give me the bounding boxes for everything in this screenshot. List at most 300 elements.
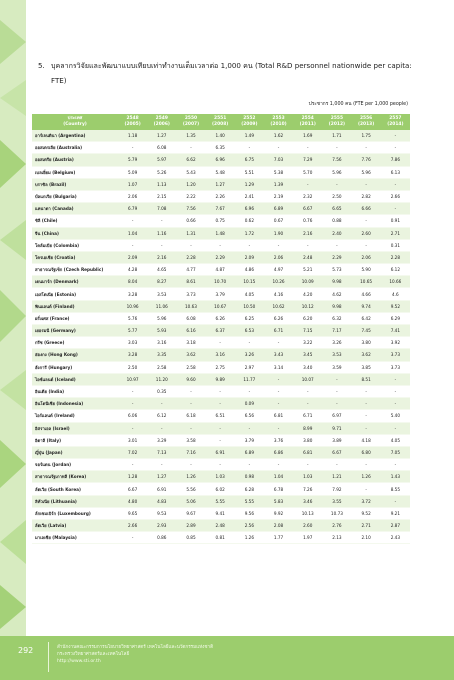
value-cell: 7.05 <box>381 446 410 458</box>
value-cell: - <box>381 422 410 434</box>
sidebar-triangle-icon <box>0 440 26 488</box>
value-cell: - <box>381 385 410 397</box>
value-cell: - <box>176 385 205 397</box>
value-cell: 2.66 <box>118 520 147 532</box>
sidebar-triangle-icon <box>0 20 26 64</box>
table-row <box>32 446 410 458</box>
value-cell: - <box>264 385 293 397</box>
value-cell: 6.12 <box>381 264 410 276</box>
table-row <box>32 142 410 154</box>
year-th: 2549 <box>155 116 168 121</box>
country-cell: เบลเยี่ยม (Belgium) <box>32 166 118 178</box>
value-cell: - <box>206 239 235 251</box>
value-cell: 3.43 <box>264 349 293 361</box>
value-cell: - <box>381 459 410 471</box>
value-cell: 6.08 <box>176 312 205 324</box>
value-cell: - <box>381 398 410 410</box>
value-cell: 4.83 <box>147 495 176 507</box>
value-cell: 3.85 <box>352 361 381 373</box>
value-cell: - <box>118 239 147 251</box>
value-cell: 1.26 <box>235 532 264 544</box>
column-header-year <box>264 114 293 130</box>
value-cell: - <box>118 398 147 410</box>
value-cell: - <box>264 142 293 154</box>
table-row <box>32 410 410 422</box>
value-cell: 6.32 <box>322 312 351 324</box>
section-title: บุคลากรวิจัยและพัฒนาแบบเทียบเท่าทำงานเต็มเวลาต่อ 1,000 คน (Total R&D personnel nationwide per capita: FTE) <box>51 61 412 85</box>
value-cell: 9.52 <box>381 300 410 312</box>
value-cell: 3.72 <box>352 495 381 507</box>
table-row <box>32 227 410 239</box>
table-row <box>32 349 410 361</box>
value-cell: 4.05 <box>381 434 410 446</box>
value-cell: 1.69 <box>293 130 322 142</box>
value-cell: 6.13 <box>381 166 410 178</box>
value-cell: - <box>352 215 381 227</box>
table-header-row <box>32 114 410 130</box>
table-body <box>32 130 410 544</box>
value-cell: 6.96 <box>235 203 264 215</box>
value-cell: 6.67 <box>293 203 322 215</box>
value-cell: 5.97 <box>147 154 176 166</box>
value-cell: - <box>264 373 293 385</box>
value-cell: - <box>352 178 381 190</box>
year-th: 2554 <box>301 116 314 121</box>
value-cell: 3.53 <box>147 288 176 300</box>
value-cell: 8.51 <box>352 373 381 385</box>
country-cell: แคนาดา (Canada) <box>32 203 118 215</box>
value-cell: 6.12 <box>147 410 176 422</box>
value-cell: 8.04 <box>118 276 147 288</box>
value-cell: 10.12 <box>293 300 322 312</box>
value-cell: 10.97 <box>118 373 147 385</box>
country-cell: ญี่ปุ่น (Japan) <box>32 446 118 458</box>
footer-ministry: กระทรวงวิทยาศาสตร์และเทคโนโลยี <box>57 652 130 657</box>
value-cell: - <box>322 239 351 251</box>
value-cell: 10.67 <box>206 300 235 312</box>
value-cell: 1.03 <box>293 471 322 483</box>
table-row <box>32 422 410 434</box>
value-cell: 10.66 <box>381 276 410 288</box>
value-cell: 1.20 <box>176 178 205 190</box>
year-en: (2007) <box>182 122 200 127</box>
value-cell: 0.81 <box>206 532 235 544</box>
value-cell: - <box>293 142 322 154</box>
value-cell: 1.29 <box>235 178 264 190</box>
value-cell: - <box>352 483 381 495</box>
country-cell: เดนมาร์ก (Denmark) <box>32 276 118 288</box>
value-cell: - <box>206 459 235 471</box>
value-cell: - <box>235 239 264 251</box>
value-cell: 2.16 <box>147 251 176 263</box>
value-cell: 6.71 <box>264 325 293 337</box>
value-cell: 6.81 <box>293 446 322 458</box>
value-cell: 1.27 <box>147 130 176 142</box>
value-cell: 3.16 <box>147 337 176 349</box>
value-cell: 2.15 <box>147 190 176 202</box>
value-cell: - <box>322 385 351 397</box>
country-cell: อินเดีย (India) <box>32 385 118 397</box>
value-cell: - <box>264 422 293 434</box>
value-cell: 10.65 <box>352 276 381 288</box>
year-th: 2557 <box>389 116 402 121</box>
value-cell: - <box>322 373 351 385</box>
value-cell: 6.81 <box>264 410 293 422</box>
value-cell: 3.26 <box>235 349 264 361</box>
value-cell: - <box>264 337 293 349</box>
value-cell: - <box>235 459 264 471</box>
value-cell: 9.60 <box>176 373 205 385</box>
value-cell: - <box>381 178 410 190</box>
value-cell: 7.29 <box>293 154 322 166</box>
value-cell: 6.80 <box>352 446 381 458</box>
country-cell: ไอซ์แลนด์ (Iceland) <box>32 373 118 385</box>
value-cell: 6.62 <box>176 154 205 166</box>
value-cell: - <box>322 459 351 471</box>
value-cell: 2.60 <box>352 227 381 239</box>
value-cell: 0.88 <box>322 215 351 227</box>
value-cell: 9.21 <box>381 507 410 519</box>
value-cell: 7.92 <box>322 483 351 495</box>
value-cell: 3.80 <box>293 434 322 446</box>
value-cell: 0.98 <box>235 471 264 483</box>
value-cell: 2.82 <box>352 190 381 202</box>
sidebar-triangle-icon <box>0 520 26 564</box>
country-cell: ฮังการี (Hungary) <box>32 361 118 373</box>
country-cell: อาร์เจนตินา (Argentina) <box>32 130 118 142</box>
value-cell: 6.97 <box>322 410 351 422</box>
value-cell: - <box>322 178 351 190</box>
table-row <box>32 471 410 483</box>
value-cell: 0.35 <box>147 385 176 397</box>
table-row <box>32 495 410 507</box>
column-header-year <box>322 114 351 130</box>
value-cell: 1.90 <box>264 227 293 239</box>
value-cell: 6.67 <box>322 446 351 458</box>
value-cell: 7.08 <box>147 203 176 215</box>
value-cell: 10.63 <box>176 300 205 312</box>
value-cell: 3.73 <box>381 349 410 361</box>
value-cell: 7.45 <box>352 325 381 337</box>
value-cell: 6.89 <box>264 203 293 215</box>
value-cell: 6.66 <box>352 203 381 215</box>
value-cell: 7.67 <box>206 203 235 215</box>
value-cell: 0.75 <box>206 215 235 227</box>
value-cell: 5.26 <box>147 166 176 178</box>
year-th: 2555 <box>330 116 344 121</box>
sidebar-triangle-icon <box>0 220 26 260</box>
country-cell: บัลแกเรีย (Bulgaria) <box>32 190 118 202</box>
value-cell: 4.97 <box>264 264 293 276</box>
value-cell: - <box>293 459 322 471</box>
value-cell: 3.29 <box>147 434 176 446</box>
value-cell: 6.42 <box>352 312 381 324</box>
table-row <box>32 251 410 263</box>
country-cell: จีน (China) <box>32 227 118 239</box>
value-cell: 4.16 <box>264 288 293 300</box>
value-cell: 3.53 <box>322 349 351 361</box>
table-row <box>32 337 410 349</box>
value-cell: 1.62 <box>264 130 293 142</box>
value-cell: 3.79 <box>235 434 264 446</box>
country-cell: มาเลเซีย (Malaysia) <box>32 532 118 544</box>
year-en: (2009) <box>241 122 258 127</box>
sidebar-triangle-icon <box>0 585 26 629</box>
value-cell: 11.20 <box>147 373 176 385</box>
year-en: (2011) <box>299 122 316 127</box>
value-cell: 7.16 <box>176 446 205 458</box>
table-row <box>32 325 410 337</box>
value-cell: 6.35 <box>206 142 235 154</box>
value-cell: 9.71 <box>322 422 351 434</box>
value-cell: 6.08 <box>147 142 176 154</box>
value-cell: 6.75 <box>235 154 264 166</box>
sidebar-triangle-icon <box>0 370 26 410</box>
value-cell: 4.28 <box>118 264 147 276</box>
value-cell: - <box>381 203 410 215</box>
value-cell: 0.67 <box>264 215 293 227</box>
value-cell: - <box>381 495 410 507</box>
value-cell: 2.43 <box>381 532 410 544</box>
table-row <box>32 215 410 227</box>
value-cell: 4.05 <box>235 288 264 300</box>
value-cell: 1.26 <box>352 471 381 483</box>
value-cell: - <box>147 398 176 410</box>
value-cell: 3.14 <box>264 361 293 373</box>
value-cell: 1.28 <box>118 471 147 483</box>
value-cell: 1.49 <box>235 130 264 142</box>
value-cell: - <box>322 398 351 410</box>
country-cell: ชิลี (Chile) <box>32 215 118 227</box>
table-row <box>32 361 410 373</box>
value-cell: 0.85 <box>176 532 205 544</box>
value-cell: 5.09 <box>118 166 147 178</box>
country-cell: ฟินแลนด์ (Finland) <box>32 300 118 312</box>
value-cell: 7.17 <box>322 325 351 337</box>
table-row <box>32 312 410 324</box>
column-header-year <box>352 114 381 130</box>
value-cell: 4.86 <box>235 264 264 276</box>
country-cell: ออสเตรเลีย (Australia) <box>32 142 118 154</box>
country-cell: ฮ่องกง (Hong Kong) <box>32 349 118 361</box>
value-cell: 9.74 <box>352 300 381 312</box>
value-cell: 6.53 <box>235 325 264 337</box>
value-cell: 10.13 <box>293 507 322 519</box>
value-cell: 1.07 <box>118 178 147 190</box>
value-cell: 2.87 <box>381 520 410 532</box>
table-row <box>32 300 410 312</box>
column-header-year <box>176 114 205 130</box>
year-en: (2012) <box>328 122 346 127</box>
table-row <box>32 178 410 190</box>
value-cell: 10.62 <box>264 300 293 312</box>
value-cell: 4.80 <box>118 495 147 507</box>
column-header-year <box>206 114 235 130</box>
value-cell: - <box>264 459 293 471</box>
country-cell: ฝรั่งเศส (France) <box>32 312 118 324</box>
country-cell: สาธารณรัฐเช็ก (Czech Republic) <box>32 264 118 276</box>
value-cell: - <box>118 385 147 397</box>
value-cell: 2.26 <box>206 190 235 202</box>
value-cell: 3.03 <box>118 337 147 349</box>
value-cell: - <box>176 459 205 471</box>
country-cell: ไอร์แลนด์ (Ireland) <box>32 410 118 422</box>
value-cell: 5.76 <box>118 312 147 324</box>
value-cell: 2.06 <box>264 251 293 263</box>
value-cell: 10.70 <box>206 276 235 288</box>
value-cell: 2.75 <box>206 361 235 373</box>
value-cell: 2.60 <box>293 520 322 532</box>
value-cell: 2.09 <box>235 251 264 263</box>
value-cell: 2.58 <box>147 361 176 373</box>
column-header-year <box>235 114 264 130</box>
value-cell: - <box>176 398 205 410</box>
value-cell: 6.71 <box>293 410 322 422</box>
column-header-country <box>32 114 118 130</box>
value-cell: 6.96 <box>206 154 235 166</box>
value-cell: 3.79 <box>206 288 235 300</box>
country-cell: สาธารณรัฐเกาหลี (Korea) <box>32 471 118 483</box>
value-cell: - <box>118 142 147 154</box>
value-cell: 6.56 <box>235 410 264 422</box>
value-cell: 4.62 <box>322 288 351 300</box>
value-cell: 1.04 <box>118 227 147 239</box>
value-cell: 6.79 <box>118 203 147 215</box>
value-cell: 2.08 <box>264 520 293 532</box>
value-cell: 2.13 <box>322 532 351 544</box>
value-cell: 2.29 <box>322 251 351 263</box>
table-row <box>32 373 410 385</box>
year-en: (2005) <box>124 122 141 127</box>
value-cell: 3.92 <box>381 337 410 349</box>
column-header-country-th: ประเทศ <box>67 116 83 121</box>
value-cell: 0.62 <box>235 215 264 227</box>
value-cell: 6.18 <box>176 410 205 422</box>
value-cell: 2.32 <box>293 190 322 202</box>
value-cell: 3.16 <box>206 349 235 361</box>
value-cell: 2.29 <box>206 251 235 263</box>
value-cell: 2.19 <box>264 190 293 202</box>
footer-url[interactable]: http://www.sti.or.th <box>57 659 101 664</box>
value-cell: 1.35 <box>176 130 205 142</box>
table-row <box>32 130 410 142</box>
value-cell: 1.18 <box>118 130 147 142</box>
year-en: (2013) <box>357 122 375 127</box>
country-cell: อินโดนีเซีย (Indonesia) <box>32 398 118 410</box>
value-cell: - <box>352 142 381 154</box>
value-cell: 3.80 <box>352 337 381 349</box>
value-cell: 2.71 <box>381 227 410 239</box>
value-cell: - <box>176 142 205 154</box>
value-cell: - <box>235 385 264 397</box>
table-row <box>32 507 410 519</box>
value-cell: 3.45 <box>293 349 322 361</box>
value-cell: 2.28 <box>381 251 410 263</box>
footer-bar <box>0 636 454 680</box>
value-cell: 6.26 <box>206 312 235 324</box>
value-cell: 9.89 <box>206 373 235 385</box>
value-cell: - <box>118 532 147 544</box>
value-cell: 2.06 <box>352 251 381 263</box>
value-cell: 2.16 <box>293 227 322 239</box>
value-cell: 5.55 <box>206 495 235 507</box>
value-cell: 2.66 <box>381 190 410 202</box>
value-cell: 11.06 <box>147 300 176 312</box>
value-cell: 9.56 <box>235 507 264 519</box>
table-row <box>32 532 410 544</box>
value-cell: 1.75 <box>352 130 381 142</box>
value-cell: 3.62 <box>352 349 381 361</box>
value-cell: 7.41 <box>381 325 410 337</box>
value-cell: 9.98 <box>322 300 351 312</box>
value-cell: - <box>235 142 264 154</box>
country-cell: อิตาลี (Italy) <box>32 434 118 446</box>
value-cell: - <box>381 142 410 154</box>
value-cell: 7.15 <box>293 325 322 337</box>
value-cell: 9.67 <box>176 507 205 519</box>
value-cell: 5.83 <box>264 495 293 507</box>
value-cell: 3.18 <box>176 337 205 349</box>
table-row <box>32 154 410 166</box>
country-cell: ลัตเวีย (South Korea) <box>32 483 118 495</box>
country-cell: อิสราเอล (Israel) <box>32 422 118 434</box>
value-cell: 3.46 <box>293 495 322 507</box>
value-cell: 1.43 <box>381 471 410 483</box>
value-cell: 1.48 <box>206 227 235 239</box>
value-cell: - <box>235 422 264 434</box>
value-cell: 3.55 <box>322 495 351 507</box>
value-cell: 6.91 <box>147 483 176 495</box>
value-cell: 3.26 <box>322 337 351 349</box>
year-en: (2010) <box>270 122 287 127</box>
value-cell: 3.76 <box>264 434 293 446</box>
value-cell: 0.66 <box>176 215 205 227</box>
footer-org-name: สำนักงานคณะกรรมการนโยบายวิทยาศาสตร์ เทคโนโลยีและนวัตกรรมแห่งชาติ <box>57 645 214 650</box>
value-cell: 5.56 <box>176 483 205 495</box>
value-cell: 6.02 <box>206 483 235 495</box>
value-cell: - <box>147 215 176 227</box>
value-cell: 3.59 <box>322 361 351 373</box>
value-cell: 3.40 <box>293 361 322 373</box>
column-header-year <box>147 114 176 130</box>
year-en: (2008) <box>212 122 229 127</box>
value-cell: - <box>352 410 381 422</box>
value-cell: - <box>352 385 381 397</box>
value-cell: 6.86 <box>264 446 293 458</box>
value-cell: 0.09 <box>235 398 264 410</box>
country-cell: ลักเซมเบิร์ก (Luxembourg) <box>32 507 118 519</box>
value-cell: 5.90 <box>352 264 381 276</box>
value-cell: - <box>147 459 176 471</box>
value-cell: - <box>118 215 147 227</box>
value-cell: - <box>293 398 322 410</box>
value-cell: 7.86 <box>381 154 410 166</box>
year-en: (2014) <box>387 122 404 127</box>
value-cell: 1.13 <box>147 178 176 190</box>
value-cell: 1.27 <box>206 178 235 190</box>
table-row <box>32 385 410 397</box>
table-row <box>32 398 410 410</box>
value-cell: 6.51 <box>206 410 235 422</box>
value-cell: 9.41 <box>206 507 235 519</box>
value-cell: 2.58 <box>176 361 205 373</box>
value-cell: 5.43 <box>176 166 205 178</box>
value-cell: 5.77 <box>118 325 147 337</box>
value-cell: - <box>264 239 293 251</box>
value-cell: 1.97 <box>293 532 322 544</box>
value-cell: - <box>352 422 381 434</box>
value-cell: 5.21 <box>293 264 322 276</box>
